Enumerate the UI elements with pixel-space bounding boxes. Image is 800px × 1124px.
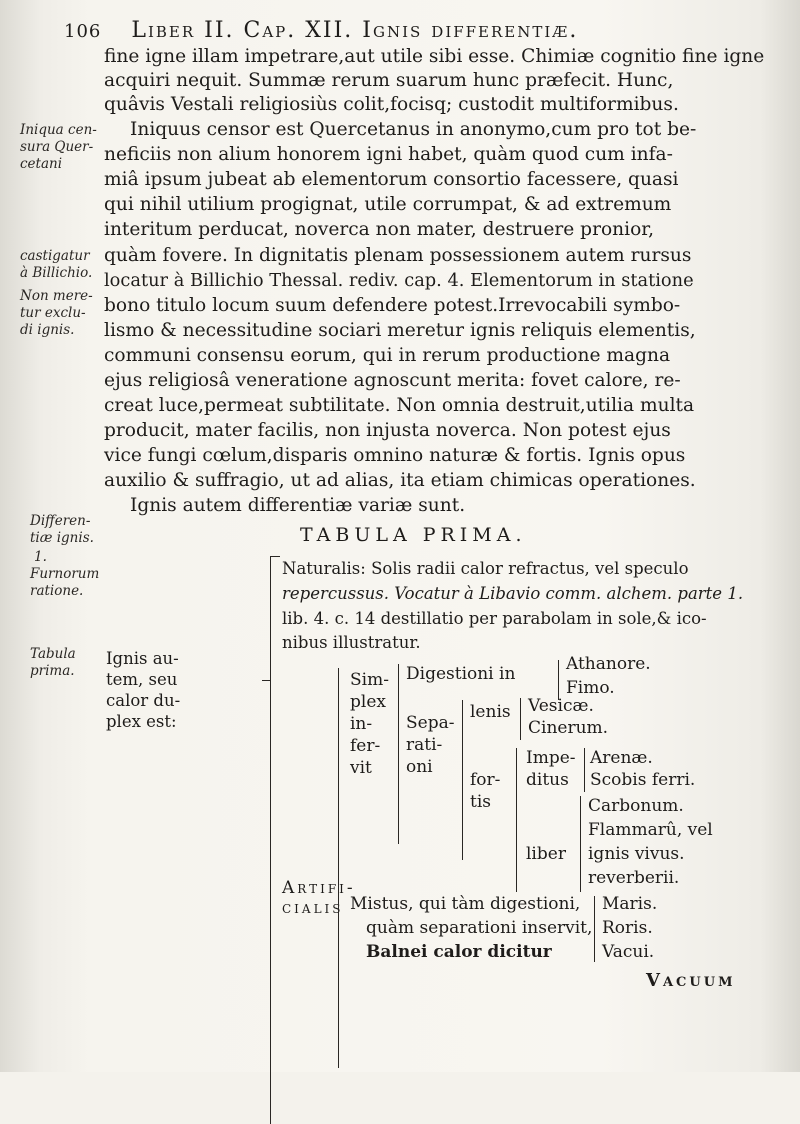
margin-note: tur exclu- xyxy=(20,305,86,321)
catchword: Vacuum xyxy=(646,970,736,991)
body-line: interitum perducat, noverca non mater, destruere pronior, xyxy=(104,219,655,240)
naturalis-line: lib. 4. c. 14 destillatio per parabolam in sole,& ico- xyxy=(282,609,707,628)
root-line: Ignis au- xyxy=(106,649,179,668)
lenis-brace xyxy=(520,698,521,740)
body-line: fine igne illam impetrare,aut utile sibi esse. Chimiæ cognitio fine igne xyxy=(104,46,765,67)
mixtus-item: Vacui. xyxy=(602,942,655,962)
main-brace-mid xyxy=(262,680,270,681)
impeditus-item: Scobis ferri. xyxy=(590,770,696,790)
simplex-label: plex xyxy=(350,692,386,712)
impeditus-item: Arenæ. xyxy=(590,748,653,768)
body-line: bono titulo locum suum defendere potest.Irrevocabili symbo- xyxy=(104,295,681,316)
liber-brace xyxy=(580,796,581,892)
body-line: Iniquus censor est Quercetanus in anonymo,cum pro tot be- xyxy=(130,119,697,140)
liber-label: liber xyxy=(526,844,566,864)
lenis-label: lenis xyxy=(470,702,511,722)
body-line: Ignis autem differentiæ variæ sunt. xyxy=(130,495,466,516)
mixtus-item: Roris. xyxy=(602,918,653,938)
liber-item: Carbonum. xyxy=(588,796,684,816)
body-line: creat luce,permeat subtilitate. Non omnia destruit,utilia multa xyxy=(104,395,695,416)
margin-note: Differen- xyxy=(30,513,91,529)
body-line: acquiri nequit. Summæ rerum suarum hunc præfecit. Hunc, xyxy=(104,70,674,91)
margin-note: prima. xyxy=(30,663,75,679)
impeditus-brace xyxy=(584,748,585,792)
body-line: auxilio & suffragio, ut ad alias, ita etiam chimicas operationes. xyxy=(104,470,696,491)
root-line: tem, seu xyxy=(106,670,178,689)
body-line: lismo & necessitudine sociari meretur ignis reliquis elementis, xyxy=(104,320,696,341)
body-line: qui nihil utilium progignat, utile corrumpat, & ad extremum xyxy=(104,194,672,215)
naturalis-line: Naturalis: Solis radii calor refractus, vel speculo xyxy=(282,559,689,578)
naturalis-line: nibus illustratur. xyxy=(282,633,421,652)
lenis-item: Cinerum. xyxy=(528,718,609,738)
mixtus-line: quàm separationi inservit, xyxy=(366,918,593,938)
digestioni-item: Fimo. xyxy=(566,678,615,698)
simplex-brace xyxy=(398,664,399,844)
artificialis-label: Artifi- xyxy=(282,878,356,898)
digestioni-brace xyxy=(558,660,559,700)
main-brace xyxy=(270,556,271,1124)
margin-note: Tabula xyxy=(30,646,76,662)
digestioni-label: Digestioni in xyxy=(406,664,516,684)
margin-note: castigatur xyxy=(20,248,90,264)
margin-note: sura Quer- xyxy=(20,139,94,155)
artificialis-brace xyxy=(338,668,339,1068)
body-line: producit, mater facilis, non injusta noverca. Non potest ejus xyxy=(104,420,671,441)
body-line: quàm fovere. In dignitatis plenam possessionem autem rursus xyxy=(104,245,692,266)
body-line: neficiis non alium honorem igni habet, quàm quod cum infa- xyxy=(104,144,673,165)
mixtus-item: Maris. xyxy=(602,894,658,914)
impeditus-label: ditus xyxy=(526,770,569,790)
margin-note: à Billichio. xyxy=(20,265,93,281)
margin-note: cetani xyxy=(20,156,63,172)
digestioni-item: Athanore. xyxy=(566,654,651,674)
root-line: plex est: xyxy=(106,712,177,731)
simplex-label: fer- xyxy=(350,736,381,756)
root-line: calor du- xyxy=(106,691,181,710)
artificialis-label: cialis xyxy=(282,898,344,918)
separationi-label: Sepa- xyxy=(406,713,455,733)
body-line: ejus religiosâ veneratione agnoscunt merita: fovet calore, re- xyxy=(104,370,681,391)
naturalis-line: repercussus. Vocatur à Libavio comm. alchem. parte 1. xyxy=(282,584,744,603)
margin-note: Iniqua cen- xyxy=(20,122,97,138)
page-number: 106 xyxy=(64,21,102,42)
liber-item: Flammarû, vel xyxy=(588,820,713,840)
separationi-brace xyxy=(462,700,463,860)
liber-item: ignis vivus. xyxy=(588,844,685,864)
body-line: communi consensu eorum, qui in rerum productione magna xyxy=(104,345,671,366)
simplex-label: Sim- xyxy=(350,670,389,690)
margin-note: Furnorum xyxy=(30,566,100,582)
mixtus-line: Balnei calor dicitur xyxy=(366,942,552,962)
mixtus-line: Mistus, qui tàm digestioni, xyxy=(350,894,581,914)
body-line: quâvis Vestali religiosiùs colit,focisq; custodit multiformibus. xyxy=(104,94,679,115)
fortis-label: tis xyxy=(470,792,491,812)
body-line: miâ ipsum jubeat ab elementorum consortio facessere, quasi xyxy=(104,169,679,190)
main-brace-top xyxy=(270,556,280,557)
separationi-label: oni xyxy=(406,757,433,777)
simplex-label: in- xyxy=(350,714,373,734)
fortis-label: for- xyxy=(470,770,501,790)
margin-note: 1. xyxy=(34,549,47,565)
liber-item: reverberii. xyxy=(588,868,680,888)
fortis-brace xyxy=(516,748,517,892)
mixtus-brace xyxy=(594,896,595,962)
simplex-label: vit xyxy=(350,758,372,778)
running-title: Liber II. Cap. XII. Ignis differentiæ. xyxy=(131,18,579,43)
separationi-label: rati- xyxy=(406,735,443,755)
margin-note: tiæ ignis. xyxy=(30,530,94,546)
body-line: vice fungi cœlum,disparis omnino naturæ & fortis. Ignis opus xyxy=(104,445,686,466)
lenis-item: Vesicæ. xyxy=(528,696,594,716)
margin-note: ratione. xyxy=(30,583,84,599)
table-title: TABULA PRIMA. xyxy=(300,524,527,546)
running-header xyxy=(64,18,578,43)
margin-note: di ignis. xyxy=(20,322,75,338)
body-line: locatur à Billichio Thessal. rediv. cap. 4. Elementorum in statione xyxy=(104,270,694,291)
impeditus-label: Impe- xyxy=(526,748,576,768)
margin-note: Non mere- xyxy=(20,288,93,304)
